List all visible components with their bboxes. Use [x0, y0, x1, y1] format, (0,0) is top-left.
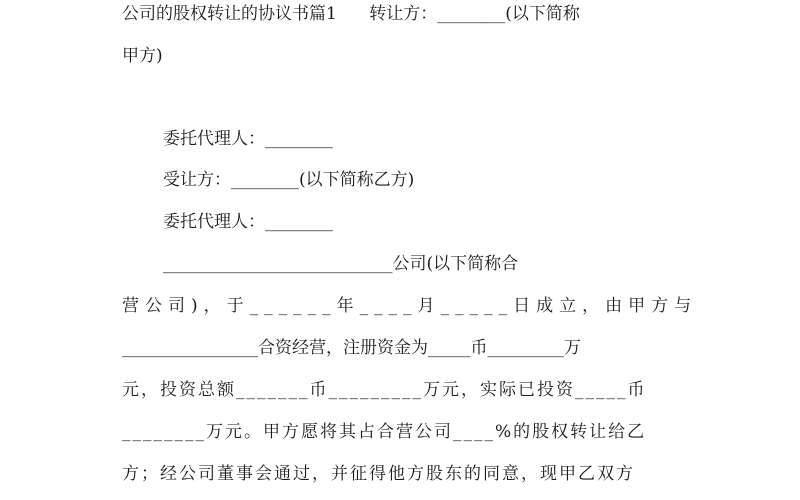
doc-line-9: 元，投资总额_______币_________万元，实际已投资_____币: [122, 380, 647, 400]
doc-line-8: ________________合资经营，注册资金为_____币_________万: [122, 338, 581, 358]
doc-line-1: 公司的股权转让的协议书篇1 转让方：________(以下简称: [122, 4, 580, 24]
doc-line-5: 委托代理人：________: [163, 212, 333, 232]
doc-line-7: 营公司)，于______年____月_____日成立，由甲方与: [122, 296, 698, 316]
doc-line-6: ___________________________公司(以下简称合: [163, 254, 519, 274]
doc-line-11: 方；经公司董事会通过，并征得他方股东的同意，现甲乙双方: [122, 464, 635, 484]
doc-line-10: ________万元。甲方愿将其占合营公司____%的股权转让给乙: [122, 422, 647, 442]
doc-line-4: 受让方：________(以下简称乙方): [163, 170, 415, 190]
doc-line-3: 委托代理人：________: [163, 129, 333, 149]
doc-line-2: 甲方): [122, 46, 163, 66]
